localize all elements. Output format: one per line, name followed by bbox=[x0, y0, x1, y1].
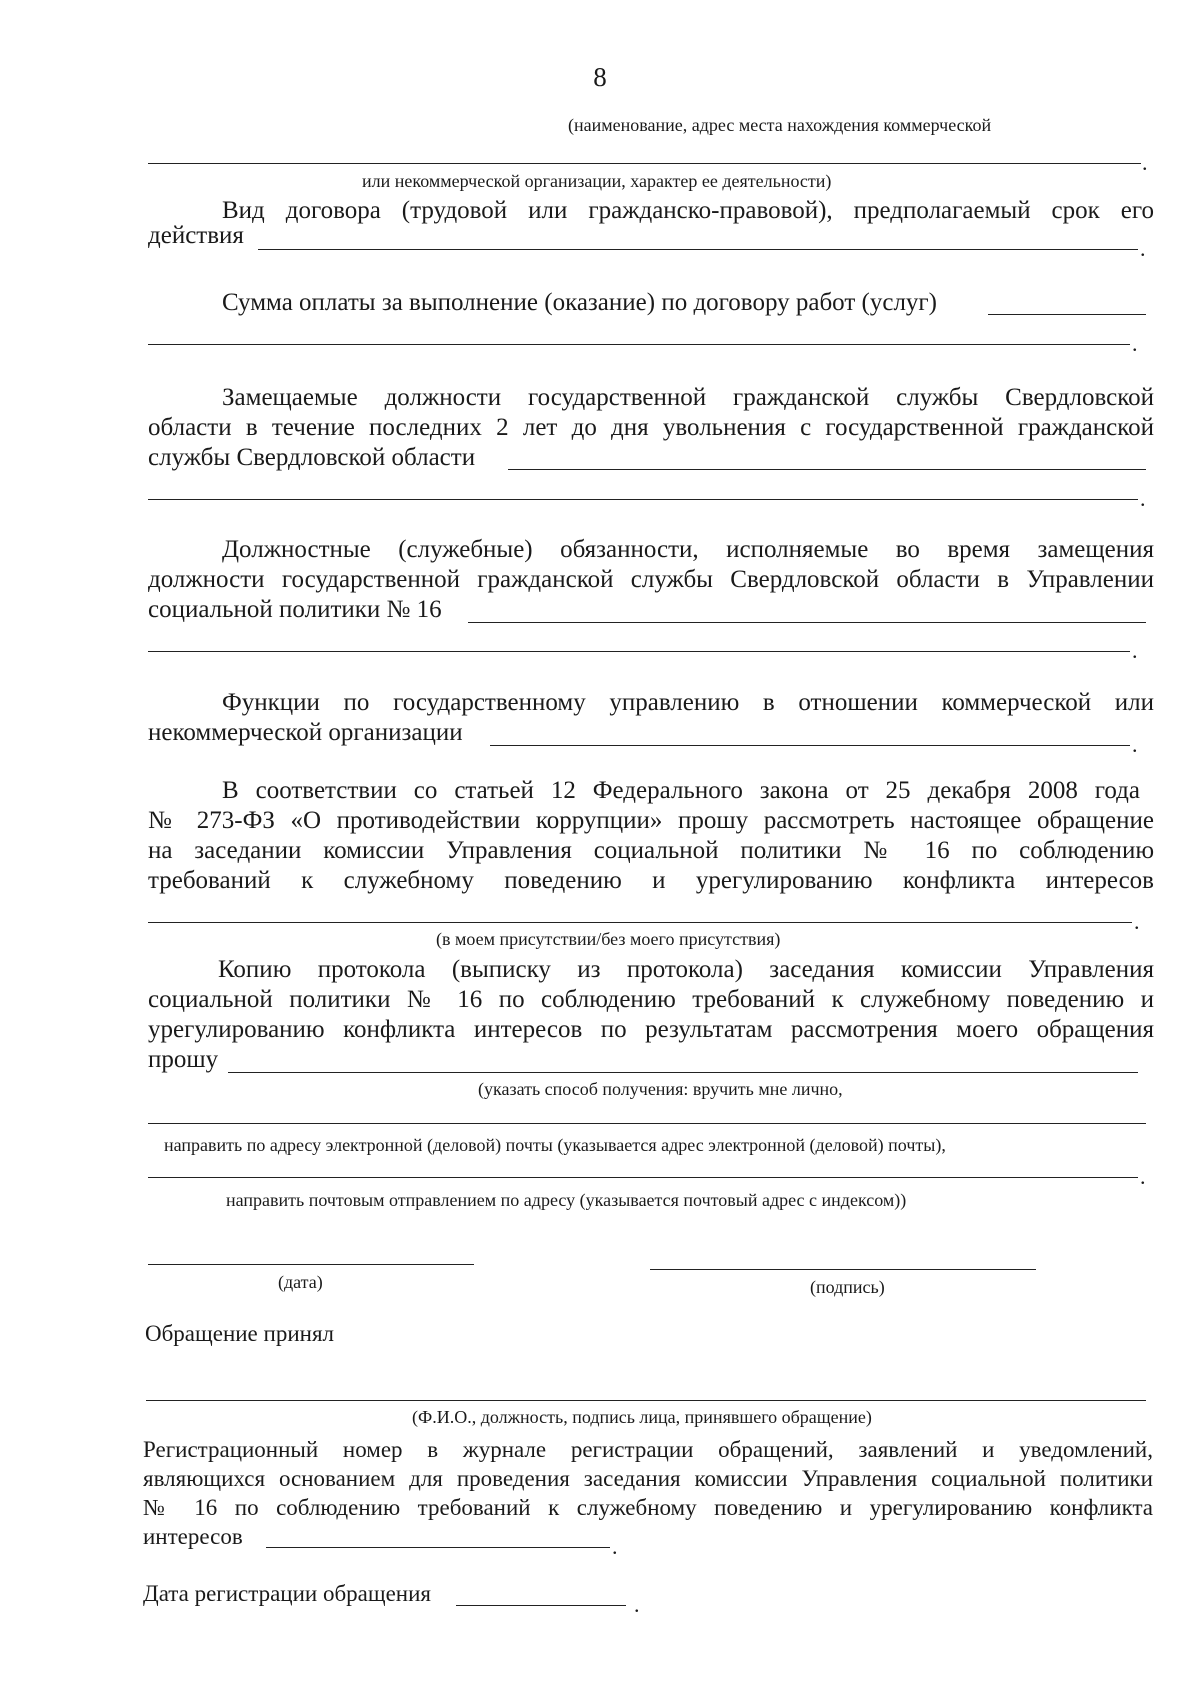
caption-organization-1: (наименование, адрес места нахождения коммерческой bbox=[568, 115, 992, 135]
accepted-label: Обращение принял bbox=[145, 1321, 334, 1346]
request-text-2: № 273-ФЗ «О противодействии коррупции» прошу рассмотреть настоящее обращение bbox=[148, 807, 1154, 834]
caption-presence: (в моем присутствии/без моего присутствия) bbox=[436, 929, 781, 949]
caption-receive-3: направить почтовым отправлением по адресу (указывается почтовый адрес с индексом)) bbox=[226, 1190, 907, 1210]
copy-text-1: Копию протокола (выписку из протокола) заседания комиссии Управления bbox=[218, 956, 1154, 983]
reg-date-field-line[interactable] bbox=[456, 1605, 626, 1606]
contract-text-1: Вид договора (трудовой или гражданско-правовой), предполагаемый срок его bbox=[222, 197, 1154, 224]
positions-text-1: Замещаемые должности государственной гражданской службы Свердловской bbox=[222, 384, 1154, 411]
request-text-4: требований к служебному поведению и урегулированию конфликта интересов bbox=[148, 867, 1154, 894]
page-number: 8 bbox=[593, 62, 607, 92]
accepted-by-field-line[interactable] bbox=[146, 1400, 1146, 1401]
functions-text-1: Функции по государственному управлению в отношении коммерческой или bbox=[222, 689, 1154, 716]
date-field-line[interactable] bbox=[148, 1264, 474, 1265]
contract-term-field-line[interactable] bbox=[258, 249, 1138, 250]
functions-field-line[interactable] bbox=[490, 745, 1130, 746]
duties-field-line-1[interactable] bbox=[468, 622, 1146, 623]
reg-number-field-line[interactable] bbox=[266, 1547, 610, 1548]
period-mark: . bbox=[1134, 909, 1140, 934]
duties-text-3: социальной политики № 16 bbox=[148, 596, 442, 623]
copy-text-4: прошу bbox=[148, 1046, 219, 1073]
receive-method-field-line-3[interactable] bbox=[148, 1177, 1138, 1178]
copy-text-3: урегулированию конфликта интересов по результатам рассмотрения моего обращения bbox=[148, 1016, 1154, 1043]
payment-field-line-1[interactable] bbox=[988, 314, 1146, 315]
duties-text-1: Должностные (служебные) обязанности, исполняемые во время замещения bbox=[222, 536, 1154, 563]
reg-text-3: № 16 по соблюдению требований к служебному поведению и урегулированию конфликта bbox=[143, 1495, 1153, 1520]
caption-accepted: (Ф.И.О., должность, подпись лица, принявшего обращение) bbox=[412, 1407, 872, 1427]
period-mark: . bbox=[634, 1592, 640, 1617]
payment-text: Сумма оплаты за выполнение (оказание) по договору работ (услуг) bbox=[222, 289, 938, 316]
period-mark: . bbox=[612, 1534, 618, 1559]
caption-receive-1: (указать способ получения: вручить мне лично, bbox=[478, 1079, 843, 1099]
caption-organization-2: или некоммерческой организации, характер ее деятельности) bbox=[362, 171, 832, 191]
period-mark: . bbox=[1132, 638, 1138, 663]
period-mark: . bbox=[1140, 486, 1146, 511]
presence-field-line[interactable] bbox=[148, 922, 1132, 923]
period-mark: . bbox=[1132, 732, 1138, 757]
period-mark: . bbox=[1132, 331, 1138, 356]
signature-field-line[interactable] bbox=[650, 1269, 1036, 1270]
request-text-1: В соответствии со статьей 12 Федерального закона от 25 декабря 2008 года bbox=[222, 777, 1140, 804]
positions-field-line-2[interactable] bbox=[148, 499, 1138, 500]
contract-text-2: действия bbox=[148, 222, 244, 249]
positions-field-line-1[interactable] bbox=[508, 469, 1146, 470]
reg-text-4: интересов bbox=[143, 1524, 243, 1549]
caption-signature: (подпись) bbox=[810, 1277, 885, 1297]
organization-field-line[interactable] bbox=[148, 163, 1141, 164]
reg-date-label: Дата регистрации обращения bbox=[143, 1581, 431, 1606]
functions-text-2: некоммерческой организации bbox=[148, 719, 463, 746]
positions-text-3: службы Свердловской области bbox=[148, 444, 476, 471]
receive-method-field-line-2[interactable] bbox=[148, 1123, 1146, 1124]
copy-text-2: социальной политики № 16 по соблюдению требований к служебному поведению и bbox=[148, 986, 1154, 1013]
request-text-3: на заседании комиссии Управления социальной политики № 16 по соблюдению bbox=[148, 837, 1154, 864]
reg-text-1: Регистрационный номер в журнале регистрации обращений, заявлений и уведомлений, bbox=[143, 1437, 1153, 1462]
period-mark: . bbox=[1140, 236, 1146, 261]
duties-field-line-2[interactable] bbox=[148, 651, 1130, 652]
payment-field-line-2[interactable] bbox=[148, 344, 1130, 345]
duties-text-2: должности государственной гражданской службы Свердловской области в Управлении bbox=[148, 566, 1154, 593]
period-mark: . bbox=[1140, 1164, 1146, 1189]
caption-receive-2: направить по адресу электронной (деловой) почты (указывается адрес электронной (деловой) почты), bbox=[164, 1135, 946, 1155]
positions-text-2: области в течение последних 2 лет до дня увольнения с государственной гражданской bbox=[148, 414, 1154, 441]
receive-method-field-line-1[interactable] bbox=[228, 1072, 1138, 1073]
reg-text-2: являющихся основанием для проведения заседания комиссии Управления социальной политики bbox=[143, 1466, 1153, 1491]
caption-date: (дата) bbox=[278, 1272, 323, 1292]
period-mark: . bbox=[1142, 150, 1148, 175]
